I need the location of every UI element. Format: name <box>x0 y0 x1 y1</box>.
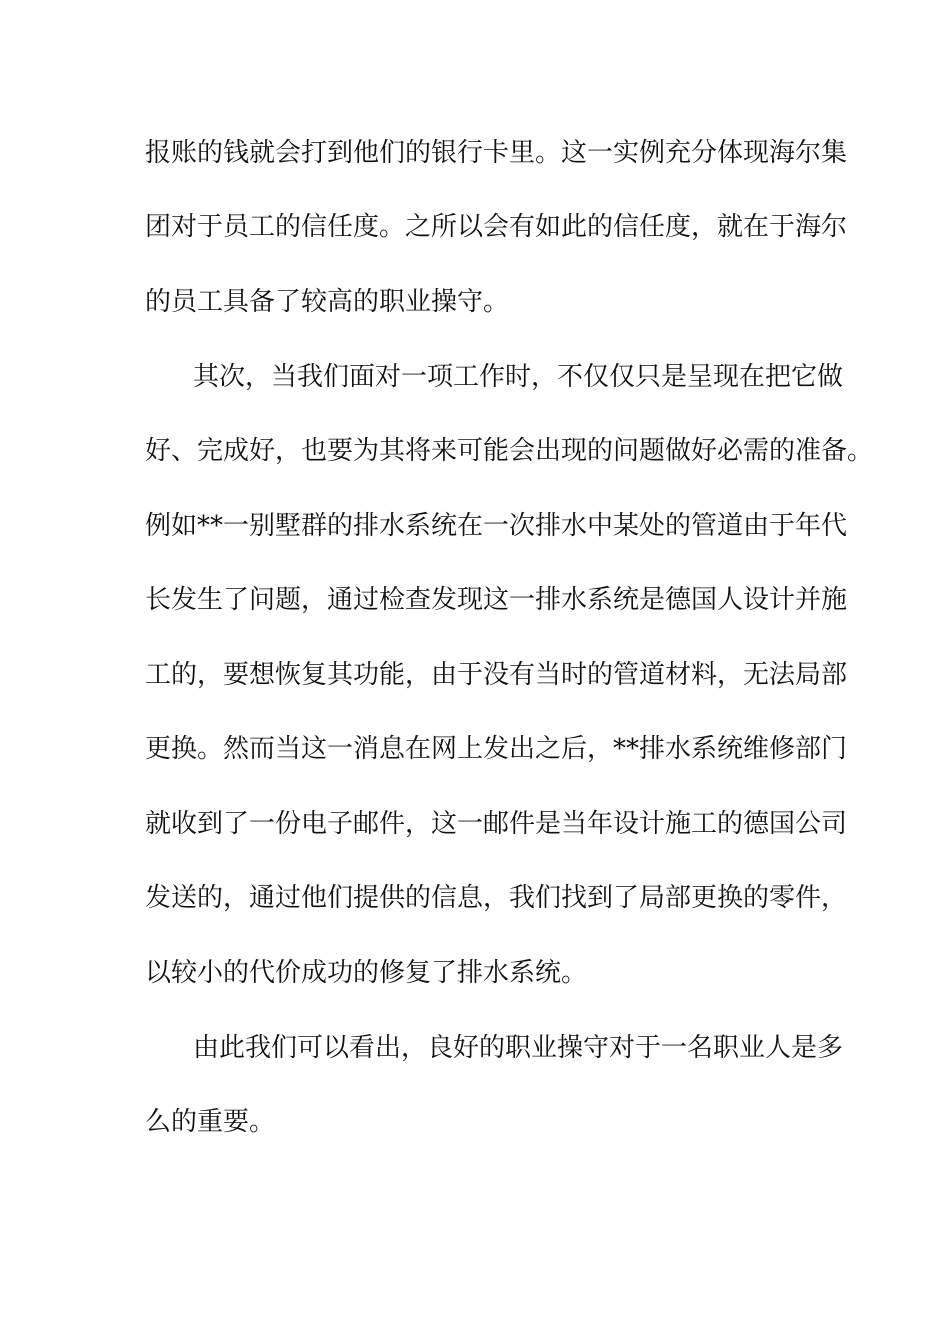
paragraph-line: 发送的，通过他们提供的信息，我们找到了局部更换的零件， <box>145 883 848 913</box>
paragraph-line: 更换。然而当这一消息在网上发出之后，**排水系统维修部门 <box>145 734 848 764</box>
paragraph-line: 就收到了一份电子邮件，这一邮件是当年设计施工的德国公司 <box>145 809 848 839</box>
paragraph-line: 其次，当我们面对一项工作时，不仅仅只是呈现在把它做 <box>193 362 844 392</box>
paragraph-line: 由此我们可以看出，良好的职业操守对于一名职业人是多 <box>193 1033 844 1063</box>
paragraph-line: 工的，要想恢复其功能，由于没有当时的管道材料，无法局部 <box>145 660 848 690</box>
paragraph-line: 报账的钱就会打到他们的银行卡里。这一实例充分体现海尔集 <box>145 138 848 168</box>
paragraph-line: 好、完成好，也要为其将来可能会出现的问题做好必需的准备。 <box>145 436 874 466</box>
paragraph-line: 例如**一别墅群的排水系统在一次排水中某处的管道由于年代 <box>145 511 848 541</box>
paragraph-line: 的员工具备了较高的职业操守。 <box>145 287 510 317</box>
paragraph-line: 么的重要。 <box>145 1107 276 1137</box>
paragraph-line: 以较小的代价成功的修复了排水系统。 <box>145 958 588 988</box>
paragraph-line: 团对于员工的信任度。之所以会有如此的信任度，就在于海尔 <box>145 212 848 242</box>
paragraph-line: 长发生了问题，通过检查发现这一排水系统是德国人设计并施 <box>145 585 848 615</box>
